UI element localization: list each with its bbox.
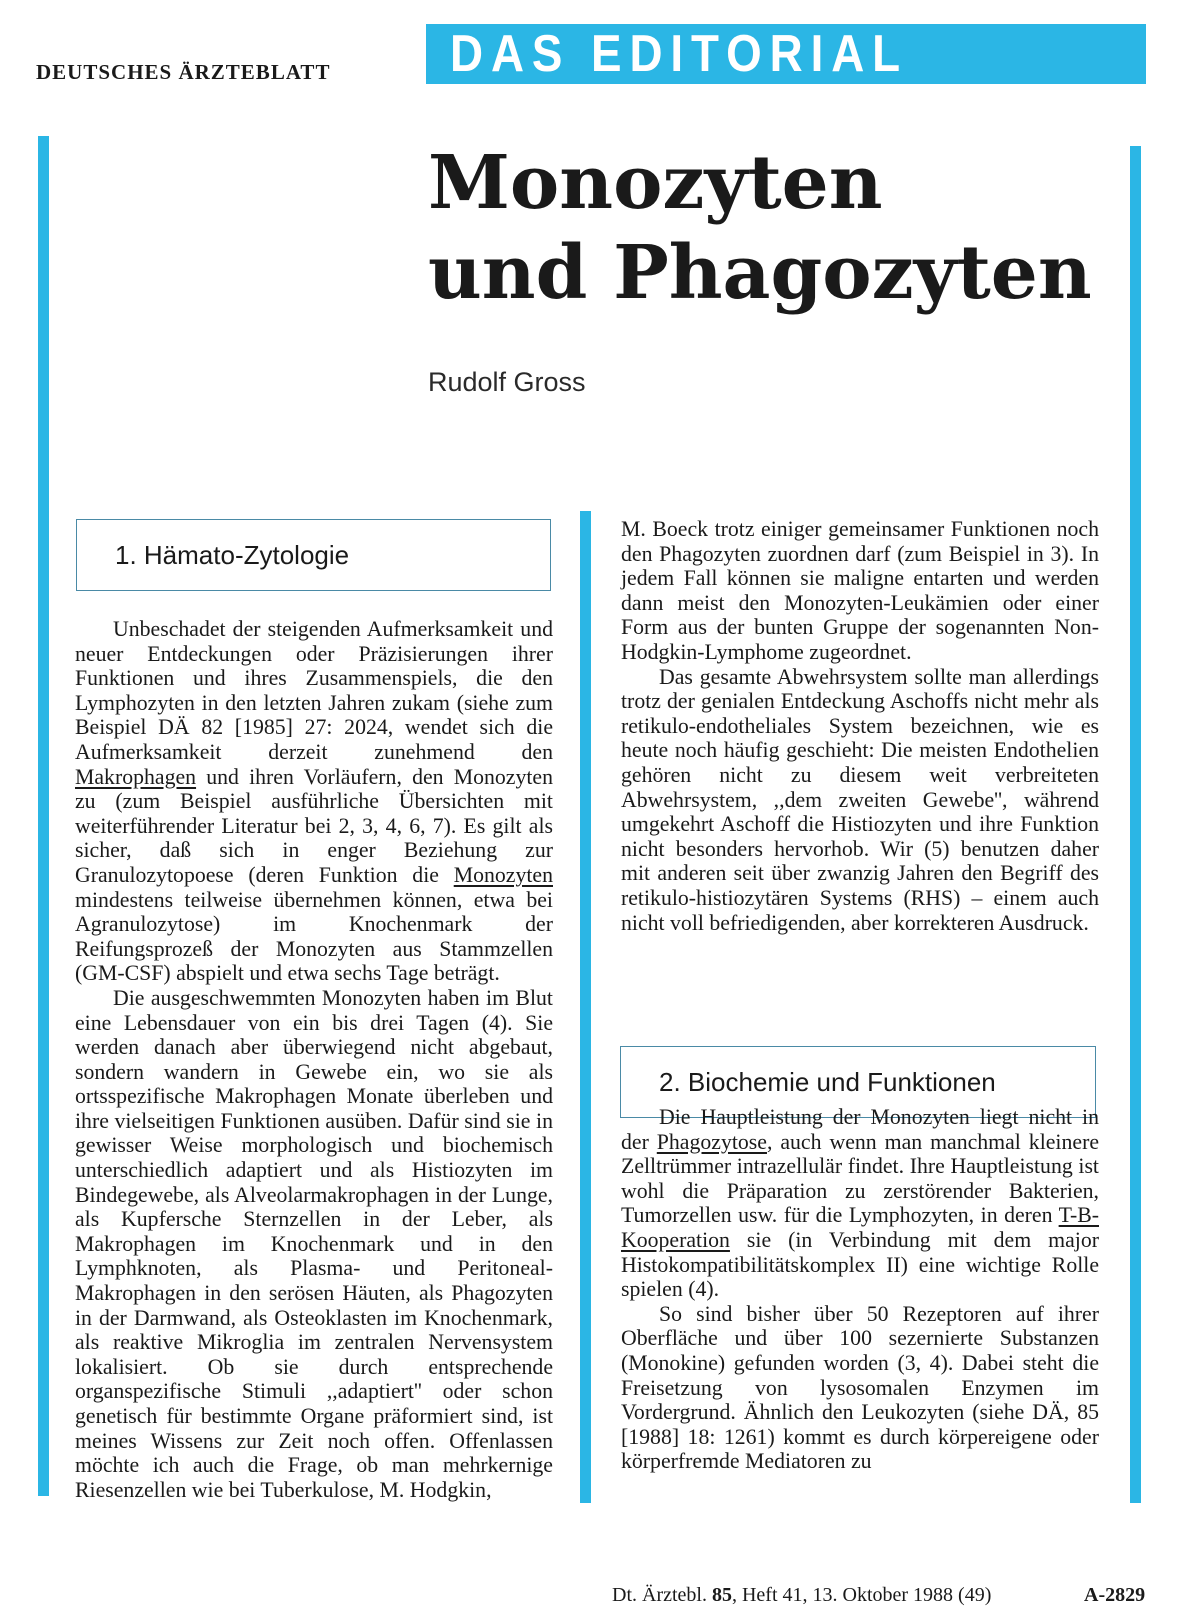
footer-prefix: Dt. Ärztebl. xyxy=(612,1584,712,1606)
text-run: Die Hauptleistung der Monozyten liegt nicht in der xyxy=(621,1105,1099,1154)
title-line-1: Monozyten xyxy=(428,140,883,226)
column-left xyxy=(75,617,553,1502)
paragraph: So sind bisher über 50 Rezeptoren auf ihrer Oberfläche und über 100 sezernierte Substanzen (Monokine) gefunden worden (3, 4). Dabei steht die Freisetzung von lysosomalen Enzymen im Vordergrund. Ähnlich den Leukozyten (siehe DÄ, 85 [1988] 18: 1261) kommt es durch körpereigene oder körperfremde Mediatoren zu xyxy=(621,1301,1099,1474)
title-line-2: und Phagozyten xyxy=(428,230,1092,316)
section-1-heading: 1. Hämato-Zytologie xyxy=(115,539,350,570)
footer-volume: 85 xyxy=(711,1584,732,1606)
journal-name: DEUTSCHES ÄRZTEBLATT xyxy=(36,60,331,84)
section-1-heading-box xyxy=(76,519,551,591)
term-monozyten: Monozyten xyxy=(453,862,553,887)
term-makrophagen: Makrophagen xyxy=(75,764,197,789)
paragraph: Das gesamte Abwehrsystem sollte man allerdings trotz der genialen Entdeckung Aschoffs nicht mehr als retikulo-endotheliales System bezeichnen, wie es heute noch häufig geschieht: Die meisten Endothelien gehören nicht zu diesem weit verbreiteten Abwehrsystem, ,,dem zweiten Gewebe'', während umgekehrt Aschoff die Histiozyten und ihre Funktion nicht besonders hervorhob. Wir (5) benutzen daher mit anderen seit über zwanzig Jahren den Begriff des retikulo-histiozytären Systems (RHS) – einem auch nicht voll befriedigenden, aber korrekteren Ausdruck. xyxy=(621,664,1099,935)
term-t-b-kooperation: T-B-Kooperation xyxy=(621,1203,1099,1253)
paragraph: M. Boeck trotz einiger gemeinsamer Funktionen noch den Phagozyten zuordnen darf (zum Beispiel in 3). In jedem Fall können sie maligne entarten und werden dann meist den Monozyten-Leukämien oder einer Form aus der bunten Gruppe der sogenannten Non-Hodgkin-Lymphome zugeordnet. xyxy=(621,517,1099,664)
left-accent-bar xyxy=(38,136,49,1496)
paragraph xyxy=(621,1105,1099,1302)
term-phagozytose: Phagozytose xyxy=(656,1129,767,1154)
text-run: sie (in Verbindung mit dem major Histokompatibilitätskomplex II) eine wichtige Rolle spielen (4). xyxy=(621,1228,1099,1302)
text-run: , auch wenn man manchmal kleinere Zelltrümmer intrazellulär findet. Ihre Hauptleistung ist wohl die Präparation zu zerstörender Bakterien, Tumorzellen usw. für die Lymphozyten, in deren xyxy=(621,1129,1099,1228)
section-2-heading: 2. Biochemie und Funktionen xyxy=(659,1066,996,1097)
text-run: Unbeschadet der steigenden Aufmerksamkeit und neuer Entdeckungen oder Präzisierungen ihrer Funktionen und ihres Zusammenspiels, die den Lymphozyten in den letzten Jahren zukam (siehe zum Beispiel DÄ 82 [1985] 27: 2024, wendet sich die Aufmerksamkeit derzeit zunehmend den xyxy=(75,617,553,764)
article-title xyxy=(428,138,1128,318)
column-right xyxy=(621,517,1099,1474)
footer-citation xyxy=(612,1584,991,1607)
banner-label: DAS EDITORIAL xyxy=(450,25,909,83)
page-number: A-2829 xyxy=(1084,1584,1146,1606)
editorial-banner xyxy=(426,24,1146,84)
text-run: mindestens teilweise übernehmen können, etwa bei Agranulozytose) im Knochenmark der Reifungsprozeß der Monozyten aus Stammzellen (GM-CSF) abspielt und etwa sechs Tage beträgt. xyxy=(75,887,553,986)
footer-issue: , Heft 41, 13. Oktober 1988 (49) xyxy=(731,1584,992,1606)
paragraph: Die ausgeschwemmten Monozyten haben im Blut eine Lebensdauer von ein bis drei Tagen (4). Sie werden danach aber überwiegend nicht abgebaut, sondern wandern in Gewebe ein, wo sie als ortsspezifische Makrophagen Monate überleben und ihre vielseitigen Funktionen ausüben. Dafür sind sie in gewisser Weise morphologisch und biochemisch unterschiedlich adaptiert und als Histiozyten im Bindegewebe, als Alveolarmakrophagen in der Lunge, als Kupfersche Sternzellen in der Leber, als Makrophagen im Knochenmark und in den Lymphknoten, als Plasma- und Peritoneal-Makrophagen in den serösen Häuten, als Phagozyten in der Darmwand, als Osteoklasten im Knochenmark, als reaktive Mikroglia im zentralen Nervensystem lokalisiert. Ob sie durch entsprechende organspezifische Stimuli ,,adaptiert'' oder schon genetisch für bestimmte Organe präformiert sind, ist meines Wissens zur Zeit noch offen. Offenlassen möchte ich auch die Frage, ob man mehrkernige Riesenzellen wie bei Tuberkulose, M. Hodgkin, xyxy=(75,985,553,1502)
paragraph xyxy=(75,617,553,986)
right-accent-bar xyxy=(1130,146,1141,1503)
author-name: Rudolf Gross xyxy=(428,367,586,397)
center-accent-bar xyxy=(580,511,591,1503)
text-run: und ihren Vorläufern, den Monozyten zu (zum Beispiel ausführliche Übersichten mit weiterführender Literatur bei 2, 3, 4, 6, 7). Es gilt als sicher, daß sich in enger Beziehung zur Granulozytopoese (deren Funktion die xyxy=(75,764,553,887)
